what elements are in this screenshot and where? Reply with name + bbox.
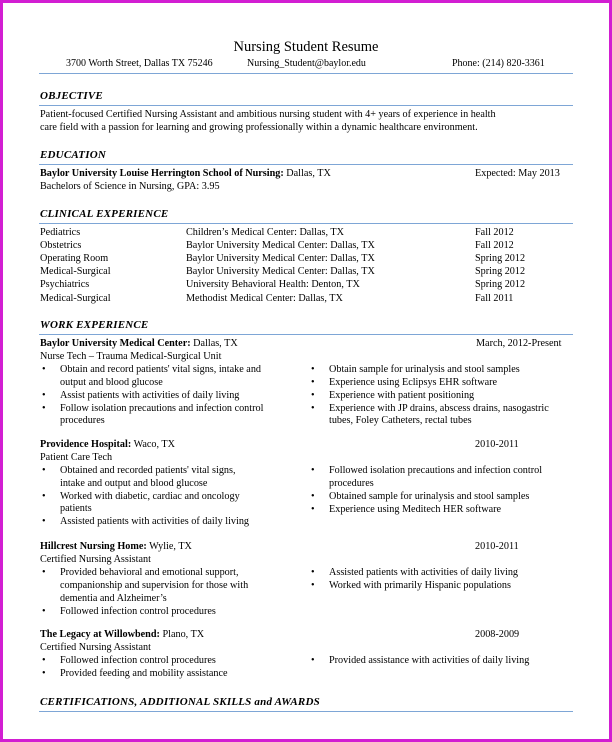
work-divider [39,334,573,335]
education-school-line [40,168,331,180]
job-bullet-text: Experience with patient positioning [329,389,475,401]
job-bullet-text: intake and output and blood glucose [60,477,208,489]
bullet-icon: • [311,503,315,515]
job-dates: 2010-2011 [475,439,519,450]
clinical-divider [39,223,573,224]
header-divider [39,73,573,74]
job-dates: 2010-2011 [475,541,519,552]
job-bullet-text: Assisted patients with activities of daily living [329,566,519,578]
education-degree: Bachelors of Science in Nursing, GPA: 3.95 [40,181,220,192]
job-bullet-text: Follow isolation precautions and infection control [60,402,264,414]
clinical-term: Fall 2012 [475,240,514,252]
clinical-term: Spring 2012 [475,279,526,291]
job-bullet-text: Obtained and recorded patients' vital signs, [60,464,236,476]
job-bullet-text: Provided assistance with activities of daily living [329,654,530,666]
job-bullet-text: Assisted patients with activities of daily living [60,516,250,528]
objective-line-1: Patient-focused Certified Nursing Assistant and ambitious nursing student with 4+ years of experience in health [40,109,496,120]
job-employer: Baylor University Medical Center: [40,338,191,349]
job-bullet-text: Provided behavioral and emotional support, [60,566,239,578]
bullet-icon: • [42,516,46,528]
job-location: Wylie, TX [146,541,192,552]
education-expected: Expected: May 2013 [475,168,560,179]
job-location: Waco, TX [131,439,176,450]
job-dates: March, 2012-Present [476,338,562,349]
clinical-site: Children’s Medical Center: Dallas, TX [186,227,344,238]
job-employer-line [40,541,192,553]
job-bullet-text: patients [60,503,92,515]
contact-email: Nursing_Student@baylor.edu [247,58,366,69]
job-bullet-text: Experience using Eclipsys EHR software [329,376,498,388]
bullet-icon: • [311,490,315,502]
bullet-icon: • [311,402,315,414]
job-employer: The Legacy at Willowbend: [40,629,160,640]
clinical-term: Spring 2012 [475,253,526,265]
job-role: Nurse Tech – Trauma Medical-Surgical Unit [40,350,222,362]
job-bullet-text: Followed infection control procedures [60,605,216,617]
bullet-icon: • [42,490,46,502]
education-school: Baylor University Louise Herrington School of Nursing: [40,168,284,179]
contact-address: 3700 Worth Street, Dallas TX 75246 [66,58,213,69]
section-heading-clinical: CLINICAL EXPERIENCE [40,208,169,220]
job-bullet-text: Worked with diabetic, cardiac and oncology [60,490,240,502]
bullet-icon: • [42,566,46,578]
job-role: Certified Nursing Assistant [40,641,151,653]
bullet-icon: • [311,654,315,666]
resume-title: Nursing Student Resume [233,39,379,55]
job-location: Dallas, TX [190,338,238,349]
job-bullet-text: companionship and supervision for those with [60,579,249,591]
bullet-icon: • [311,376,315,388]
clinical-site: Methodist Medical Center: Dallas, TX [186,292,343,304]
bullet-icon: • [311,389,315,401]
job-bullet-text: Obtained sample for urinalysis and stool samples [329,490,530,502]
clinical-term: Fall 2012 [475,227,514,238]
education-divider [39,164,573,165]
objective-divider [39,105,573,106]
section-heading-objective: OBJECTIVE [40,90,103,102]
job-bullet-text: output and blood glucose [60,376,163,388]
job-employer-line [40,629,204,641]
job-dates: 2008-2009 [475,629,520,640]
clinical-site: Baylor University Medical Center: Dallas, TX [186,240,375,252]
job-bullet-text: Assist patients with activities of daily living [60,389,240,401]
bullet-icon: • [42,605,46,617]
job-bullet-text: Obtain sample for urinalysis and stool samples [329,363,520,375]
clinical-area: Pediatrics [40,227,81,238]
job-bullet-text: Followed infection control procedures [60,654,216,666]
job-employer: Providence Hospital: [40,439,132,450]
bullet-icon: • [42,464,46,476]
job-bullet-text: Provided feeding and mobility assistance [60,667,228,679]
section-heading-education: EDUCATION [40,149,106,161]
job-bullet-text: Followed isolation precautions and infection control [329,464,543,476]
job-employer-line [40,439,175,451]
certifications-divider [39,711,573,712]
job-role: Certified Nursing Assistant [40,553,151,565]
bullet-icon: • [42,402,46,414]
job-bullet-text: Experience with JP drains, abscess drains, nasogastric [329,402,549,414]
clinical-area: Psychiatrics [40,279,90,291]
job-bullet-text: Experience using Meditech HER software [329,503,501,515]
job-bullet-text: dementia and Alzheimer’s [60,592,167,604]
bullet-icon: • [311,464,315,476]
contact-phone: Phone: (214) 820-3361 [452,58,545,69]
bullet-icon: • [311,579,315,591]
bullet-icon: • [42,363,46,375]
education-location: Dallas, TX [283,168,331,179]
job-bullet-text: Obtain and record patients' vital signs, intake and [60,363,262,375]
bullet-icon: • [311,363,315,375]
bullet-icon: • [311,566,315,578]
objective-line-2: care field with a passion for learning and growing professionally within a dynamic healthcare environment. [40,122,478,133]
section-heading-certifications: CERTIFICATIONS, ADDITIONAL SKILLS and AWARDS [40,696,320,708]
clinical-site: Baylor University Medical Center: Dallas, TX [186,253,375,265]
job-employer-line [40,338,238,350]
job-bullet-text: procedures [329,477,374,489]
job-bullet-text: procedures [60,415,105,427]
clinical-area: Operating Room [40,253,109,265]
job-bullet-text: Worked with primarily Hispanic populations [329,579,511,591]
bullet-icon: • [42,667,46,679]
clinical-area: Medical-Surgical [40,266,111,278]
clinical-site: University Behavioral Health: Denton, TX [186,279,360,291]
resume-page [3,3,609,739]
job-bullet-text: tubes, Foley Catheters, rectal tubes [329,415,472,427]
job-employer: Hillcrest Nursing Home: [40,541,147,552]
clinical-area: Obstetrics [40,240,82,252]
clinical-term: Spring 2012 [475,266,526,278]
section-heading-work: WORK EXPERIENCE [40,319,149,331]
bullet-icon: • [42,389,46,401]
clinical-area: Medical-Surgical [40,292,111,304]
clinical-term: Fall 2011 [475,292,514,304]
bullet-icon: • [42,654,46,666]
clinical-site: Baylor University Medical Center: Dallas, TX [186,266,375,278]
job-role: Patient Care Tech [40,451,113,463]
job-location: Plano, TX [159,629,205,640]
